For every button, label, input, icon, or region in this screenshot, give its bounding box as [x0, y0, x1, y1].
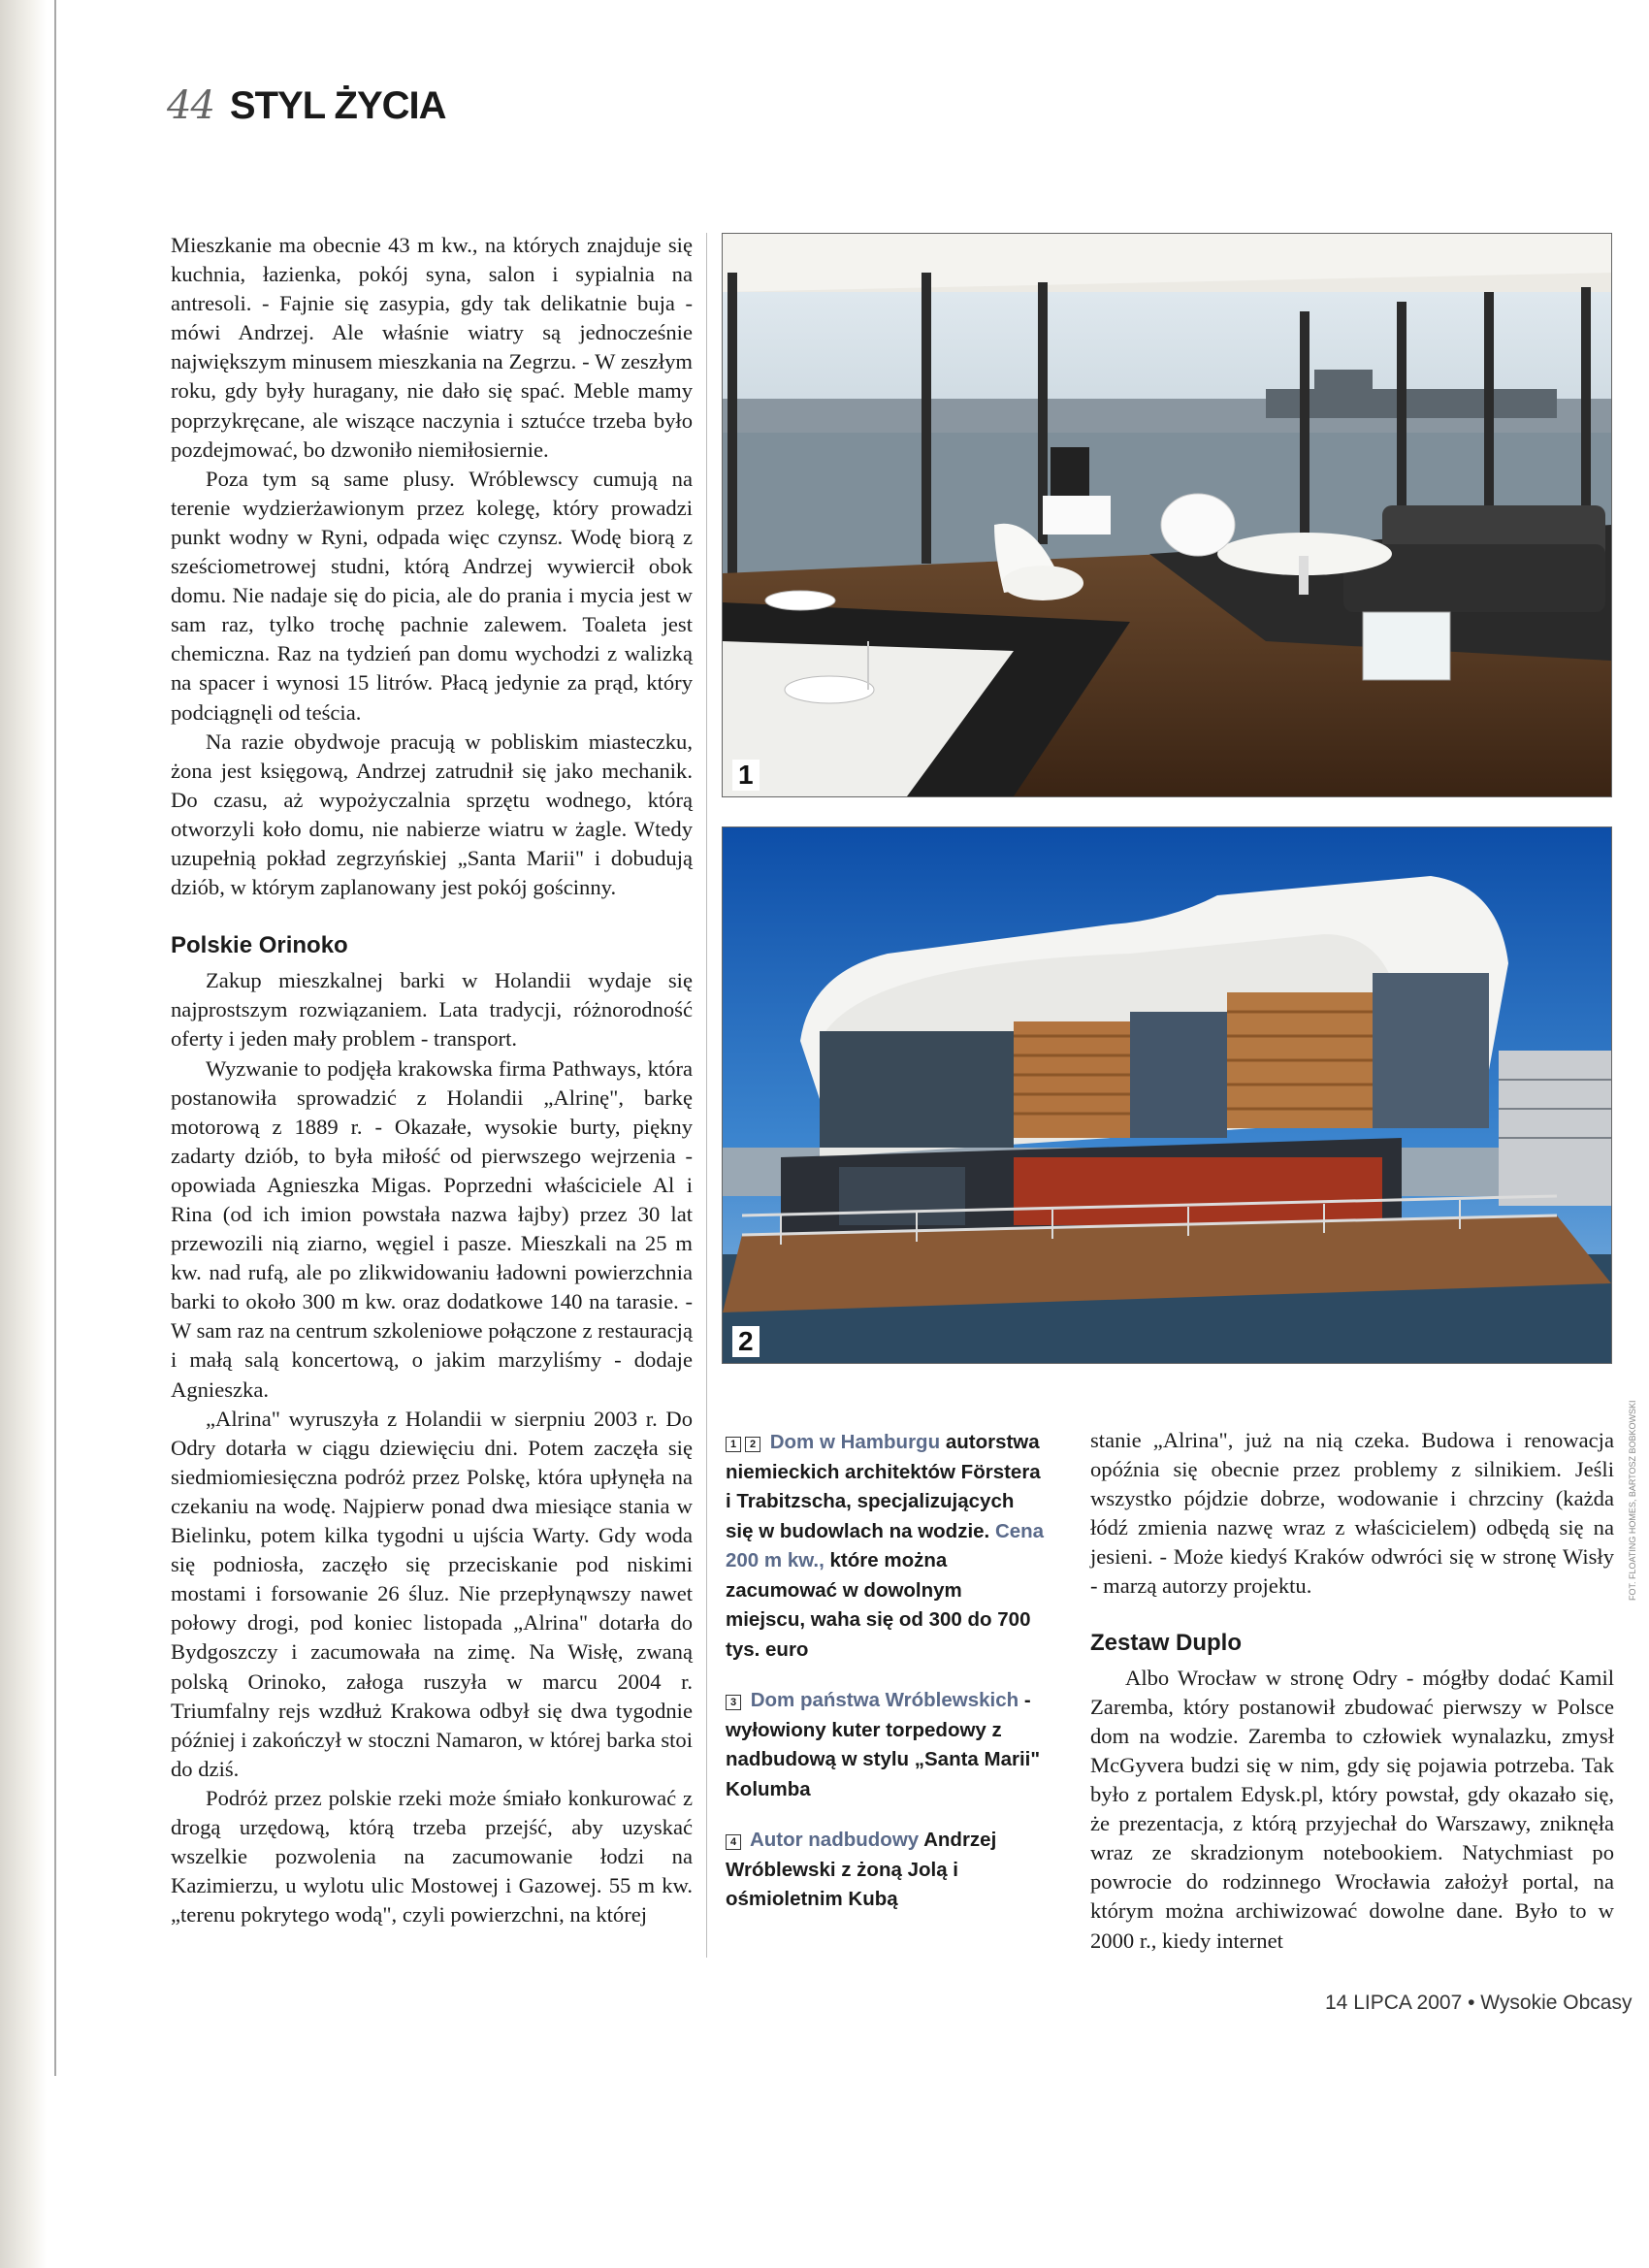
photo-credit: FOT. FLOATING HOMES, BARTOSZ BOBKOWSKI [1628, 1400, 1637, 1601]
page-header [167, 83, 446, 132]
paragraph: Zakup mieszkalnej barki w Holandii wydaje się najprostszym rozwiązaniem. Lata tradycji, różnorodność oferty i jeden mały problem - transport. [171, 968, 693, 1052]
subheading-zestaw-duplo: Zestaw Duplo [1090, 1629, 1243, 1656]
subheading-polskie-orinoko: Polskie Orinoko [171, 932, 348, 959]
paragraph: „Alrina" wyruszyła z Holandii w sierpniu 2003 r. Do Odry dotarła w ciągu dziewięciu dni. Potem zaczęła się siedmiomiesięczna podróż przez Polskę, która upłynęła na czekaniu na wodę. Najpierw ponad dwa miesiące stania w Bielinku, potem kilka tygodni u ujścia Warty. Gdy woda się podniosła, zaczęło się przeciskanie pod niskimi mostami i forsowanie 26 śluz. Nie przepłynąwszy nawet połowy drogi, pod koniec listopada „Alrina" dotarła do Bydgoszczy i zacumowała na zimę. Na Wisłę, zwaną polską Orinoko, załoga ruszyła w marcu 2004 r. Triumfalny rejs wzdłuż Krakowa odbył się dwa tygodnie później i zakończył w stoczni Namaron, w której barka stoi do dziś. [171, 1406, 693, 1781]
paragraph: Poza tym są same plusy. Wróblewscy cumują na terenie wydzierżawionym przez kolegę, który prowadzi punkt wodny w Ryni, odpada więc czynsz. Wodę biorą z sześciometrowej studni, którą Andrzej wywiercił obok domu. Nie nadaje się do picia, ale do prania i mycia jest w sam raz, tylko trochę pachnie zalewem. Toaleta jest chemiczna. Raz na tydzień pan domu wychodzi z walizką na spacer i wynosi 15 litrów. Płacą jedynie za prąd, który podciągnęli od teścia. [171, 466, 693, 725]
caption-text: autorstwa niemieckich architektów Förstera i Trabitzscha, specjalizujących się w budowlach na wodzie. [726, 1431, 1041, 1542]
photo-interior [722, 233, 1612, 797]
caption-marker: 3 [726, 1695, 741, 1710]
interior-illustration [723, 234, 1611, 796]
page-edge-shadow [0, 0, 47, 2268]
caption-marker: 4 [726, 1834, 741, 1850]
caption-marker: 2 [745, 1437, 760, 1452]
page-edge-line [54, 0, 56, 2076]
paragraph: Podróż przez polskie rzeki może śmiało konkurować z drogą urzędową, którą trzeba przejść, aby uzyskać wszelkie pozwolenia na zacumowanie łodzi na Kazimierzu, u wylotu ulic Mostowej i Gazowej. 55 m kw. „terenu pokrytego wodą", czyli powierzchni, na której [171, 1785, 693, 1928]
caption-text: Andrzej Wróblewski z żoną Jolą i ośmioletnim Kubą [726, 1829, 997, 1910]
photo-exterior [722, 826, 1612, 1364]
caption-lead: Dom państwa Wróblewskich [750, 1689, 1019, 1711]
page-number: 44 [167, 83, 214, 128]
article-column-1 [171, 231, 693, 1929]
article-column-3 [1090, 1426, 1614, 1956]
paragraph: stanie „Alrina", już na nią czeka. Budowa i renowacja opóźnia się obecnie przez problemy z silnikiem. Jeśli wszystko pójdzie dobrze, wodowanie i chrzciny (każda łódź zmienia nazwę wraz z właścicielem) odbędą się na jesieni. - Może kiedyś Kraków odwróci się w stronę Wisły - marzą autorzy projektu. [1090, 1428, 1614, 1599]
photo-number: 2 [732, 1326, 760, 1357]
section-title: STYL ŻYCIA [229, 84, 446, 127]
page-footer: 14 LIPCA 2007 • Wysokie Obcasy [1325, 1992, 1633, 2014]
caption-4 [726, 1826, 1046, 1915]
paragraph: Na razie obydwoje pracują w pobliskim miasteczku, żona jest księgową, Andrzej zatrudnił się jako mechanik. Do czasu, aż wypożyczalnia sprzętu wodnego, którą otworzyli koło domu, nie nabierze wiatru w żagle. Wtedy uzupełnią pokład zegrzyńskiej „Santa Marii" i dobudują dziób, w którym zaplanowany jest pokój gościnny. [171, 729, 693, 900]
caption-lead: Dom w Hamburgu [769, 1431, 941, 1453]
photo-number: 1 [732, 760, 760, 791]
caption-text: - wyłowiony kuter torpedowy z nadbudową w stylu „Santa Marii" Kolumba [726, 1689, 1041, 1800]
paragraph: Mieszkanie ma obecnie 43 m kw., na których znajduje się kuchnia, łazienka, pokój syna, salon i sypialnia na antresoli. - Fajnie się zasypia, gdy tak delikatnie buja - mówi Andrzej. Ale właśnie wiatry są jednocześnie największym minusem mieszkania na Zegrzu. - W zeszłym roku, gdy były huragany, nie dało się spać. Meble mamy poprzykręcane, ale wiszące naczynia i sztućce trzeba było pozdejmować, bo dzwoniło niemiłosiernie. [171, 233, 693, 462]
paragraph: Albo Wrocław w stronę Odry - mógłby dodać Kamil Zaremba, który postanowił zbudować pierwszy w Polsce dom na wodzie. Zaremba to człowiek wynalazku, zmysł McGyvera budzi się w nim, gdy się pojawia potrzeba. Tak było z portalem Edysk.pl, który powstał, gdy okazało się, że prezentacja, z którą przyjechał do Warszawy, zniknęła wraz ze skradzionym notebookiem. Natychmiast po powrocie do rodzinnego Wrocławia założył portal, na którym można archiwizować dowolne dane. Było to w 2000 r., kiedy internet [1090, 1665, 1614, 1953]
caption-3 [726, 1686, 1046, 1804]
caption-lead: Cena 200 m kw., [726, 1519, 1045, 1571]
column-divider [706, 233, 707, 1958]
caption-text: które można zacumować w dowolnym miejscu, waha się od 300 do 700 tys. euro [726, 1549, 1031, 1661]
caption-1-2 [726, 1428, 1046, 1665]
caption-lead: Autor nadbudowy [749, 1829, 920, 1851]
houseboat-illustration [723, 827, 1611, 1363]
photo-captions [726, 1428, 1046, 1936]
paragraph: Wyzwanie to podjęła krakowska firma Pathways, która postanowiła sprowadzić z Holandii „Alrinę", barkę motorową z 1889 r. - Okazałe, wysokie burty, piękny zadarty dziób, to była miłość od pierwszego wejrzenia - opowiada Agnieszka Migas. Poprzedni właściciele Al i Rina (od ich imion powstała nazwa łajby) przez 30 lat przewozili nią ziarno, węgiel i pasze. Mieszkali na 25 m kw. nad rufą, ale po zlikwidowaniu ładowni powierzchnia barki to około 300 m kw. oraz dodatkowe 140 na tarasie. - W sam raz na centrum szkoleniowe połączone z restauracją i małą salą koncertową, o jakim marzyliśmy - dodaje Agnieszka. [171, 1055, 693, 1402]
caption-marker: 1 [726, 1437, 741, 1452]
